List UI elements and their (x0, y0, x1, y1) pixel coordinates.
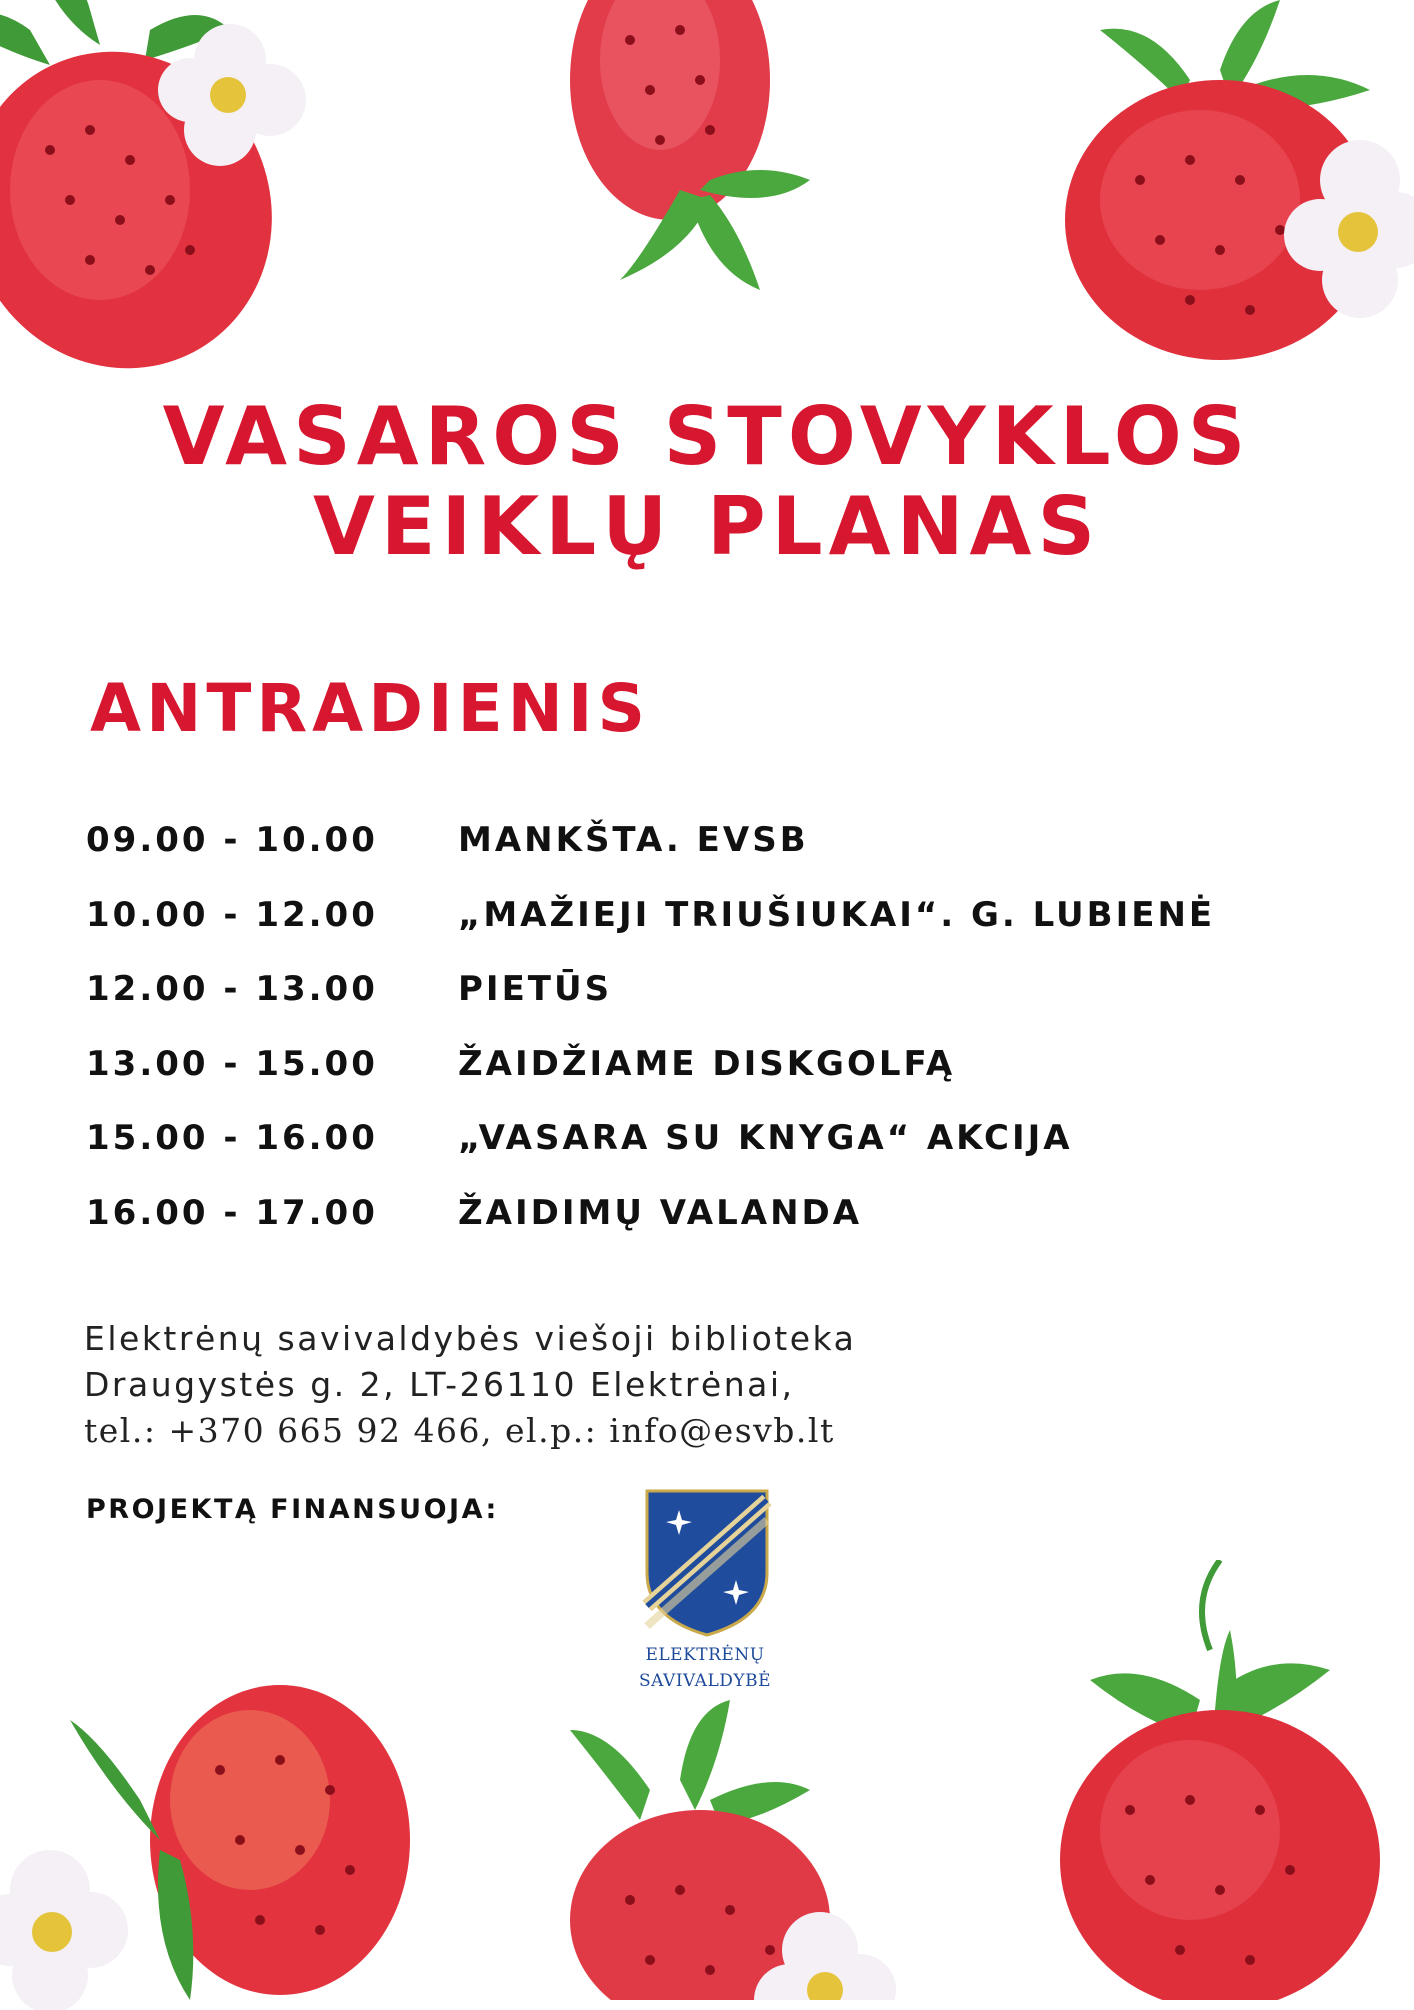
schedule-time: 12.00 - 13.00 (86, 969, 378, 1009)
page-title-line-1: VASAROS STOVYKLOS (162, 390, 1252, 483)
strawberry-top-right-icon (1040, 0, 1414, 370)
strawberry-top-center-icon (540, 0, 820, 320)
schedule-activity: „VASARA SU KNYGA“ AKCIJA (458, 1118, 1073, 1158)
funding-label: PROJEKTĄ FINANSUOJA: (86, 1494, 499, 1525)
crest-caption-line-1: ELEKTRĖNŲ (645, 1645, 765, 1665)
municipality-crest-icon (642, 1488, 772, 1638)
schedule-time: 13.00 - 15.00 (86, 1043, 378, 1084)
schedule-activity: PIETŪS (458, 969, 613, 1009)
library-contacts: tel.: +370 665 92 466, el.p.: info@esvb.lt (84, 1411, 835, 1450)
schedule-activity: ŽAIDIMŲ VALANDA (458, 1192, 863, 1233)
strawberry-bottom-center-icon (520, 1700, 900, 2000)
strawberry-top-left-icon (0, 0, 330, 390)
schedule-time: 09.00 - 10.00 (86, 820, 378, 860)
schedule-activity: MANKŠTA. EVSB (458, 820, 809, 860)
schedule-activity: ŽAIDŽIAME DISKGOLFĄ (458, 1043, 956, 1084)
crest-caption (620, 1642, 790, 1694)
strawberry-bottom-right-icon (1020, 1560, 1414, 2000)
library-address: Draugystės g. 2, LT-26110 Elektrėnai, (84, 1365, 795, 1404)
strawberry-bottom-left-icon (0, 1680, 430, 2010)
schedule-time: 15.00 - 16.00 (86, 1118, 378, 1158)
page-title-line-2: VEIKLŲ PLANAS (312, 480, 1102, 573)
schedule-time: 16.00 - 17.00 (86, 1192, 378, 1233)
crest-caption-line-2: SAVIVALDYBĖ (638, 1671, 771, 1691)
schedule-activity: „MAŽIEJI TRIUŠIUKAI“. G. LUBIENĖ (458, 894, 1216, 935)
day-heading: ANTRADIENIS (90, 670, 650, 747)
page-title (0, 392, 1414, 572)
schedule-time: 10.00 - 12.00 (86, 894, 378, 935)
contact-block (84, 1316, 856, 1454)
library-name: Elektrėnų savivaldybės viešoji biblioteka (84, 1319, 857, 1358)
